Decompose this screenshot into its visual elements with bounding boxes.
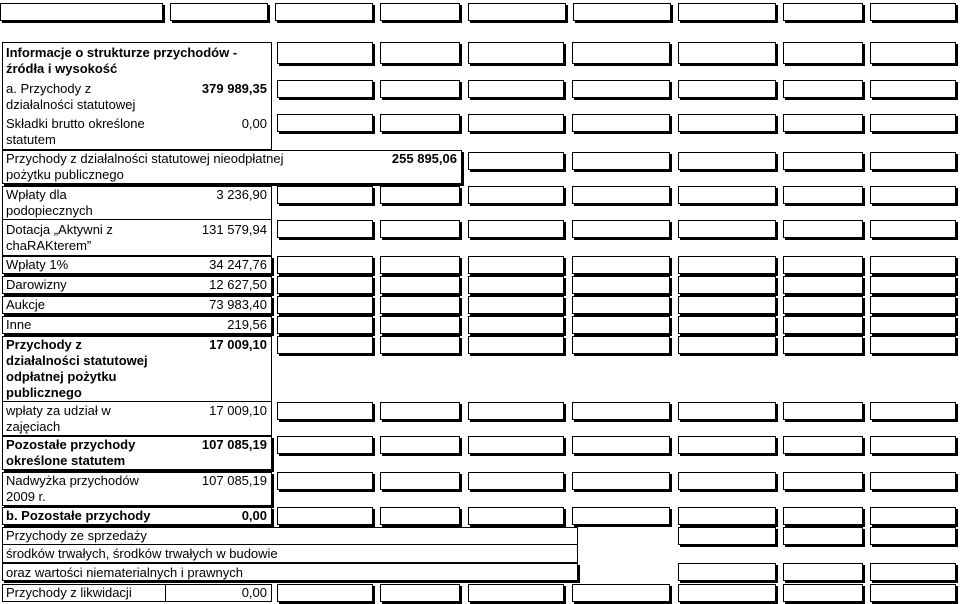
empty-cell	[678, 220, 776, 238]
empty-cell	[870, 80, 956, 98]
sprzedaz-label: Przychody ze sprzedaży	[6, 528, 147, 543]
inne-label: Inne	[6, 317, 32, 332]
empty-cell	[870, 584, 956, 602]
empty-cell	[380, 436, 460, 454]
zajecia-value: 17 009,10	[209, 403, 267, 418]
empty-cell	[380, 3, 460, 21]
empty-cell	[678, 507, 776, 525]
empty-cell	[870, 436, 956, 454]
empty-cell	[678, 336, 776, 354]
empty-cell	[783, 527, 863, 545]
empty-cell	[380, 296, 460, 314]
empty-cell	[468, 276, 564, 294]
empty-cell	[783, 472, 863, 490]
empty-cell	[380, 186, 460, 204]
empty-cell	[380, 80, 460, 98]
likwidacja-label: Przychody z likwidacji	[6, 585, 132, 600]
empty-cell	[275, 3, 373, 21]
a-label: a. Przychody z działalności statutowej	[6, 81, 136, 112]
empty-cell	[468, 152, 564, 170]
empty-cell	[380, 402, 460, 420]
empty-cell	[468, 402, 564, 420]
empty-cell	[783, 336, 863, 354]
empty-cell	[870, 527, 956, 545]
empty-cell	[277, 276, 373, 294]
empty-cell	[783, 584, 863, 602]
empty-cell	[572, 472, 670, 490]
empty-cell	[678, 296, 776, 314]
empty-cell	[783, 436, 863, 454]
empty-cell	[870, 563, 956, 581]
empty-cell	[783, 152, 863, 170]
empty-cell	[468, 114, 564, 132]
b-value: 0,00	[241, 508, 267, 523]
inne-value: 219,56	[227, 317, 267, 332]
empty-cell	[277, 507, 373, 525]
likwidacja-value: 0,00	[241, 585, 267, 600]
empty-cell	[468, 584, 564, 602]
empty-cell	[0, 3, 163, 21]
empty-cell	[277, 114, 373, 132]
empty-cell	[870, 336, 956, 354]
empty-cell	[870, 316, 956, 334]
pozostale-label: Pozostałe przychody określone statutem	[6, 437, 136, 468]
table-title: Informacje o strukturze przychodów - źródła i wysokość	[6, 45, 238, 76]
wplaty-label: Wpłaty dla podopiecznych	[6, 187, 93, 218]
empty-cell	[783, 316, 863, 334]
empty-cell	[277, 256, 373, 274]
divider-line	[165, 584, 166, 602]
empty-cell	[678, 42, 776, 64]
empty-cell	[572, 256, 670, 274]
empty-cell	[678, 584, 776, 602]
empty-cell	[572, 186, 670, 204]
empty-cell	[277, 472, 373, 490]
empty-cell	[468, 80, 564, 98]
darowizny-value: 12 627,50	[209, 277, 267, 292]
empty-cell	[468, 186, 564, 204]
wartosci-label: oraz wartości niematerialnych i prawnych	[6, 565, 243, 580]
empty-cell	[277, 316, 373, 334]
skladki-value: 0,00	[241, 116, 267, 131]
empty-cell	[380, 316, 460, 334]
empty-cell	[870, 3, 956, 21]
empty-cell	[572, 402, 670, 420]
empty-cell	[468, 472, 564, 490]
empty-cell	[678, 527, 776, 545]
empty-cell	[783, 276, 863, 294]
zajecia-label: wpłaty za udział w zajęciach	[6, 403, 111, 434]
srodki-label: środków trwałych, środków trwałych w budowie	[6, 546, 278, 561]
empty-cell	[870, 276, 956, 294]
empty-cell	[678, 436, 776, 454]
empty-cell	[572, 584, 670, 602]
empty-cell	[277, 42, 373, 64]
empty-cell	[678, 114, 776, 132]
wplaty1-value: 34 247,76	[209, 257, 267, 272]
odplatnej-label: Przychody z działalności statutowej odpłatnej pożytku publicznego	[6, 337, 148, 400]
empty-cell	[468, 316, 564, 334]
dotacja-value: 131 579,94	[201, 222, 267, 237]
empty-cell	[678, 276, 776, 294]
empty-cell	[678, 316, 776, 334]
empty-cell	[783, 80, 863, 98]
empty-cell	[678, 563, 776, 581]
empty-cell	[783, 42, 863, 64]
empty-cell	[783, 220, 863, 238]
empty-cell	[572, 114, 670, 132]
empty-cell	[277, 80, 373, 98]
empty-cell	[572, 316, 670, 334]
empty-cell	[573, 3, 671, 21]
empty-cell	[678, 186, 776, 204]
darowizny-label: Darowizny	[6, 277, 67, 292]
empty-cell	[678, 472, 776, 490]
empty-cell	[783, 402, 863, 420]
empty-cell	[572, 80, 670, 98]
empty-cell	[468, 336, 564, 354]
empty-cell	[572, 296, 670, 314]
empty-cell	[678, 152, 776, 170]
empty-cell	[870, 220, 956, 238]
empty-cell	[468, 256, 564, 274]
aukcje-value: 73 983,40	[209, 297, 267, 312]
empty-cell	[783, 507, 863, 525]
wplaty-value: 3 236,90	[216, 187, 267, 202]
empty-cell	[783, 296, 863, 314]
empty-cell	[468, 3, 566, 21]
pozostale-value: 107 085,19	[201, 437, 267, 452]
empty-cell	[870, 114, 956, 132]
empty-cell	[870, 402, 956, 420]
empty-cell	[170, 3, 268, 21]
empty-cell	[380, 276, 460, 294]
empty-cell	[783, 114, 863, 132]
empty-cell	[380, 256, 460, 274]
empty-cell	[468, 296, 564, 314]
empty-cell	[380, 114, 460, 132]
empty-cell	[870, 507, 956, 525]
empty-cell	[678, 80, 776, 98]
empty-cell	[572, 276, 670, 294]
empty-cell	[870, 472, 956, 490]
empty-cell	[277, 220, 373, 238]
empty-cell	[277, 436, 373, 454]
empty-cell	[380, 336, 460, 354]
nadwyzka-value: 107 085,19	[201, 473, 267, 488]
empty-cell	[783, 3, 863, 21]
empty-cell	[870, 152, 956, 170]
empty-cell	[870, 186, 956, 204]
empty-cell	[572, 436, 670, 454]
empty-cell	[870, 296, 956, 314]
empty-cell	[468, 507, 564, 525]
empty-cell	[572, 220, 670, 238]
empty-cell	[678, 3, 776, 21]
empty-cell	[380, 584, 460, 602]
empty-cell	[468, 220, 564, 238]
empty-cell	[277, 186, 373, 204]
empty-cell	[572, 42, 670, 64]
empty-cell	[380, 507, 460, 525]
empty-cell	[783, 186, 863, 204]
dotacja-label: Dotacja „Aktywni z chaRAKterem”	[6, 222, 113, 253]
empty-cell	[678, 256, 776, 274]
empty-cell	[468, 436, 564, 454]
odplatnej-value: 17 009,10	[209, 337, 267, 352]
empty-cell	[468, 42, 564, 64]
nadwyzka-label: Nadwyżka przychodów 2009 r.	[6, 473, 139, 504]
b-label: b. Pozostałe przychody	[6, 508, 151, 523]
empty-cell	[277, 584, 373, 602]
a-value: 379 989,35	[201, 81, 267, 96]
empty-cell	[380, 220, 460, 238]
skladki-label: Składki brutto określone statutem	[6, 116, 145, 147]
empty-cell	[277, 336, 373, 354]
empty-cell	[277, 296, 373, 314]
empty-cell	[783, 563, 863, 581]
empty-cell	[572, 336, 670, 354]
wplaty1-label: Wpłaty 1%	[6, 257, 69, 272]
empty-cell	[870, 42, 956, 64]
nieodplatnej-value: 255 895,06	[391, 151, 457, 166]
aukcje-label: Aukcje	[6, 297, 46, 312]
empty-cell	[380, 472, 460, 490]
empty-cell	[870, 256, 956, 274]
empty-cell	[277, 402, 373, 420]
nieodplatnej-label: Przychody z działalności statutowej nieodpłatnej pożytku publicznego	[6, 151, 284, 182]
empty-cell	[380, 42, 460, 64]
empty-cell	[783, 256, 863, 274]
empty-cell	[572, 152, 670, 170]
empty-cell	[572, 507, 670, 525]
empty-cell	[678, 402, 776, 420]
